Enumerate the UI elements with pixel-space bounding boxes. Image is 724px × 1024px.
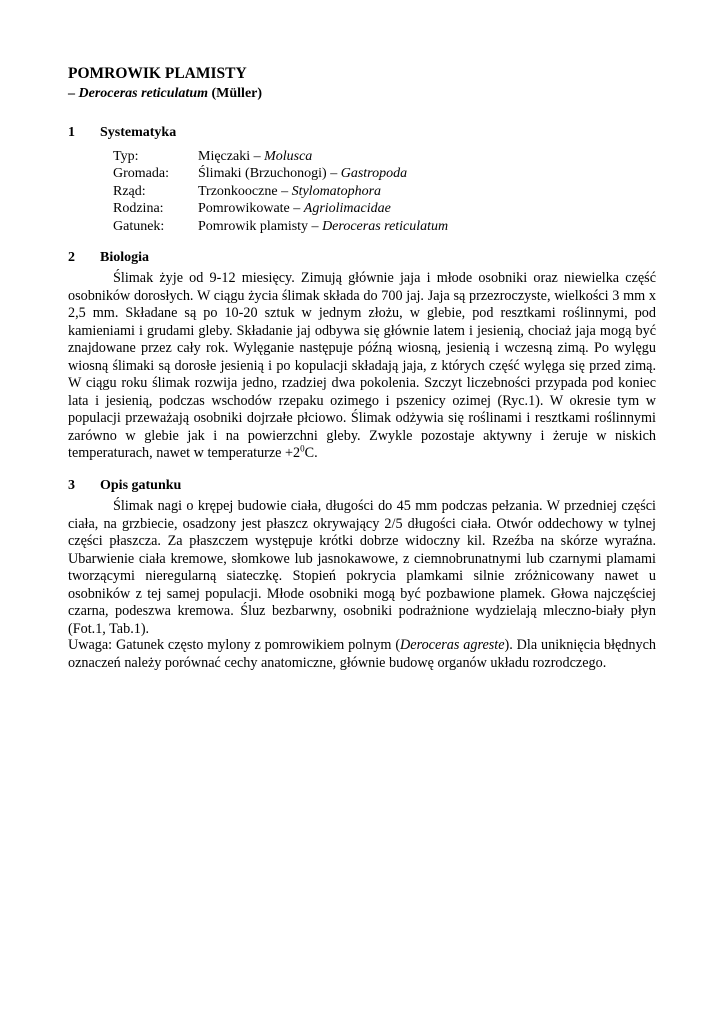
- section-title: Opis gatunku: [100, 478, 182, 493]
- systematics-value: Pomrowikowate – Agriolimacidae: [198, 201, 391, 217]
- description-paragraph: Ślimak nagi o krępej budowie ciała, długości do 45 mm podczas pełzania. W przedniej części ciała, na grzbiecie, osadzony jest płaszcz okrywający 2/5 długości ciała. Otwór oddechowy w tylnej części płaszcza. Za płaszczem występuje krótki dobrze widoczny kil. Rzeźba na skórze wyraźna. Ubarwienie ciała kremowe, słomkowe lub jasnokawowe, z ciemnobrunatnymi lub czarnymi plamami tworzącymi nieregularną siateczkę. Stopień pokrycia plamkami silnie zróżnicowany nawet u osobników z tej samej populacji. Młode osobniki mogą być pozbawione plamek. Głowa najczęściej czarna, podeszwa kremowa. Śluz bezbarwny, osobniki podrażnione wydzielają mleczno-biały płyn (Fot.1, Tab.1).: [68, 498, 656, 637]
- systematics-value: Mięczaki – Molusca: [198, 149, 313, 164]
- systematics-label: Typ:: [113, 149, 139, 164]
- systematics-row: [113, 148, 448, 165]
- document-subtitle: [68, 85, 262, 103]
- systematics-table: [113, 148, 448, 235]
- document-title: POMROWIK PLAMISTY: [68, 65, 247, 82]
- systematics-label: Rodzina:: [113, 201, 164, 217]
- systematics-row: [113, 218, 448, 235]
- systematics-row: [113, 200, 448, 217]
- section-number: 3: [68, 478, 75, 493]
- systematics-value: Trzonkooczne – Stylomatophora: [198, 183, 382, 199]
- section-number: 1: [68, 125, 75, 140]
- subtitle-dash: –: [68, 86, 79, 101]
- section-heading-biologia: [68, 249, 149, 267]
- section-title: Systematyka: [100, 125, 177, 140]
- systematics-row: [113, 183, 448, 200]
- section-heading-systematyka: [68, 124, 176, 142]
- subtitle-latin-name: Deroceras reticulatum: [78, 86, 208, 101]
- systematics-label: Rząd:: [113, 183, 146, 199]
- section-title: Biologia: [100, 250, 150, 265]
- note-paragraph: Uwaga: Gatunek często mylony z pomrowikiem polnym (Deroceras agreste). Dla uniknięcia błędnych oznaczeń należy porównać cechy anatomiczne, głównie budowę organów układu rozrodczego.: [68, 637, 656, 671]
- systematics-label: Gromada:: [113, 166, 169, 182]
- section-number: 2: [68, 250, 75, 265]
- systematics-value: Ślimaki (Brzuchonogi) – Gastropoda: [198, 166, 408, 182]
- biology-paragraph: Ślimak żyje od 9-12 miesięcy. Zimują głównie jaja i młode osobniki oraz niewielka część osobników dorosłych. W ciągu życia ślimak składa do 700 jaj. Jaja są przezroczyste, wielkości 3 mm x 2,5 mm. Składane są po 10-20 sztuk w jednym złożu, w glebie, pod resztkami roślinnymi, pod kamieniami i grudami gleby. Składanie jaj odbywa się głównie latem i jesienią, chociaż jaja mogą być znajdowane przez cały rok. Wylęganie następuje późną wiosną, jesienią i wczesną zimą. Po wylęgu wiosną ślimaki są dorosłe jesienią i po kopulacji składają jaja, z których część wylęga się przed zimą. W ciągu roku ślimak rozwija jedno, rzadziej dwa pokolenia. Szczyt liczebności przypada pod koniec lata i jesienią, podczas wschodów rzepaku ozimego i pszenicy ozimej (Ryc.1). W okresie tym w populacji przeważają osobniki dojrzałe płciowo. Ślimak odżywia się roślinami i resztkami roślinnymi zarówno w glebie jak i na powierzchni gleby. Zwykle pozostaje aktywny i żeruje w niskich temperaturach, nawet w temperaturze $+2^0C$.: [68, 270, 656, 461]
- systematics-value: Pomrowik plamisty – Deroceras reticulatum: [198, 218, 449, 234]
- subtitle-author: (Müller): [208, 86, 263, 101]
- systematics-label: Gatunek:: [113, 218, 165, 234]
- section-heading-opis-gatunku: [68, 477, 181, 495]
- systematics-row: [113, 165, 448, 182]
